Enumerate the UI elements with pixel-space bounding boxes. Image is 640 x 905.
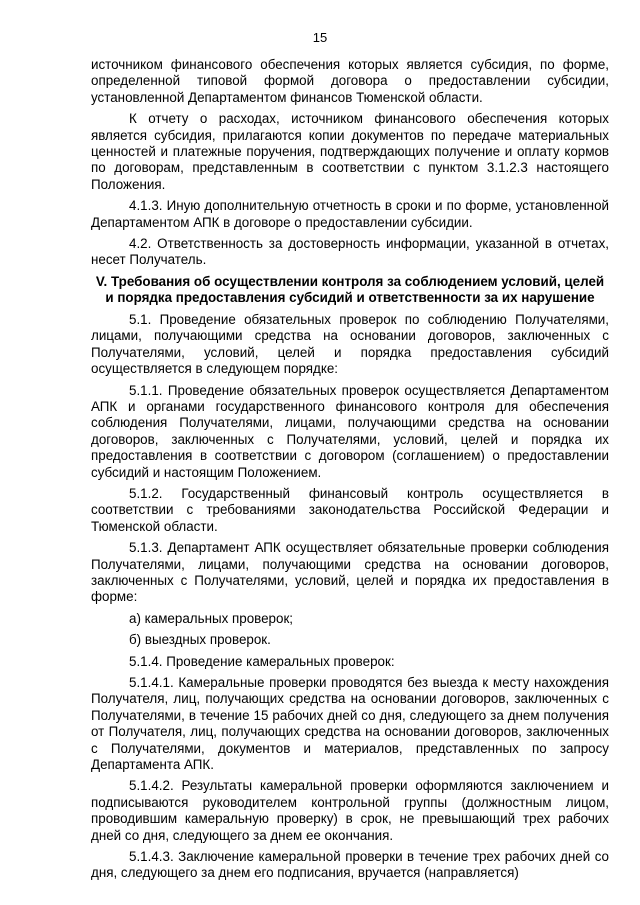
page-number: 15 (312, 30, 328, 45)
paragraph-5-1-4-1: 5.1.4.1. Камеральные проверки проводятся без выезда к месту нахождения Получателя, лиц, получающих средства на основании договоров, заключенных с Получателями, в течение 15 рабочих дней со дня, следующего за днем получения от Получателя, лиц, получающих средства на основании договоров, заключенных с Получателями, документов и материалов, представленных по запросу Департамента АПК. (91, 675, 609, 773)
section-heading: V. Требования об осуществлении контроля за соблюдением условий, целей и порядка предоставления субсидий и ответственности за их нарушение (95, 273, 605, 305)
paragraph-report-attachments: К отчету о расходах, источником финансового обеспечения которых является субсидия, прилагаются копии документов по передаче материальных ценностей и платежные поручения, подтверждающих получение и оплату кормов по договорам, представленным в соответствии с пунктом 3.1.2.3 настоящего Положения. (91, 111, 609, 192)
list-item-b: б) выездных проверок. (129, 632, 271, 648)
document-body (91, 57, 609, 887)
paragraph-5-1-4: 5.1.4. Проведение камеральных проверок: (129, 653, 395, 669)
paragraph-continuation: источником финансового обеспечения которых является субсидия, по форме, определенной типовой формой договора о предоставлении субсидии, установленной Департаментом финансов Тюменской области. (91, 57, 609, 105)
paragraph-5-1-2: 5.1.2. Государственный финансовый контроль осуществляется в соответствии с требованиями законодательства Российской Федерации и Тюменской области. (91, 485, 609, 534)
paragraph-4-2: 4.2. Ответственность за достоверность информации, указанной в отчетах, несет Получатель. (91, 236, 609, 268)
list-item-a: а) камеральных проверок; (129, 610, 294, 626)
paragraph-5-1-4-3: 5.1.4.3. Заключение камеральной проверки в течение трех рабочих дней со дня, следующего за днем его подписания, вручается (направляется) (91, 849, 609, 881)
paragraph-4-1-3: 4.1.3. Иную дополнительную отчетность в сроки и по форме, установленной Департаментом АПК в договоре о предоставлении субсидии. (91, 198, 609, 230)
paragraph-5-1-4-2: 5.1.4.2. Результаты камеральной проверки оформляются заключением и подписываются руководителем контрольной группы (должностным лицом, проводившим камеральную проверку) в срок, не превышающий трех рабочих дней со дня, следующего за днем ее окончания. (91, 778, 609, 843)
paragraph-5-1: 5.1. Проведение обязательных проверок по соблюдению Получателями, лицами, получающими средства на основании договоров, заключенных с Получателями, условий, целей и порядка предоставления субсидий осуществляется в следующем порядке: (91, 311, 609, 377)
paragraph-5-1-3: 5.1.3. Департамент АПК осуществляет обязательные проверки соблюдения Получателями, лицами, получающими средства на основании договоров, заключенных с Получателями, условий, целей и порядка их предоставления в форме: (91, 540, 609, 605)
paragraph-5-1-1: 5.1.1. Проведение обязательных проверок осуществляется Департаментом АПК и органами государственного финансового контроля для обеспечения соблюдения Получателями, лицами, получающими средства на основании договоров, заключенных с Получателями, условий, целей и порядка их предоставления в соответствии с договором (соглашением) о предоставлении субсидий и настоящим Положением. (91, 382, 609, 480)
